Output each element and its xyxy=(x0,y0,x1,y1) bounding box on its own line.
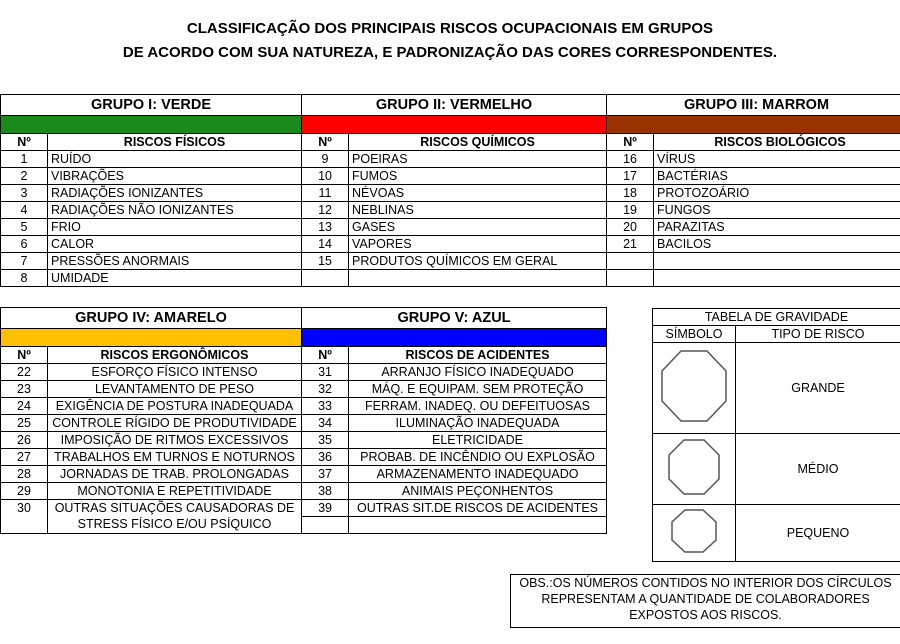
gravity-type-medium: MÉDIO xyxy=(736,434,900,505)
risk-number: 6 xyxy=(1,236,48,253)
group-1-risk-header: RISCOS FÍSICOS xyxy=(48,134,302,151)
risk-number xyxy=(607,253,654,270)
group-5-color-bar xyxy=(302,329,607,347)
risk-number: 2 xyxy=(1,168,48,185)
group-5-number-header: Nº xyxy=(302,347,349,364)
risk-number: 4 xyxy=(1,202,48,219)
risk-name: TRABALHOS EM TURNOS E NOTURNOS xyxy=(48,449,302,466)
observation-line2: REPRESENTAM A QUANTIDADE DE COLABORADORES xyxy=(541,592,870,606)
table-row xyxy=(1,517,607,534)
risk-number xyxy=(302,270,349,287)
risk-name: RADIAÇÕES NÃO IONIZANTES xyxy=(48,202,302,219)
risk-number: 17 xyxy=(607,168,654,185)
observation-line1: OBS.:OS NÚMEROS CONTIDOS NO INTERIOR DOS CÍRCULOS xyxy=(519,576,892,590)
risk-number: 16 xyxy=(607,151,654,168)
risk-name: PROBAB. DE INCÊNDIO OU EXPLOSÃO xyxy=(349,449,607,466)
risk-number: 11 xyxy=(302,185,349,202)
risk-number xyxy=(1,517,48,534)
gravity-table xyxy=(652,308,900,562)
risk-number: 7 xyxy=(1,253,48,270)
group-1-number-header: Nº xyxy=(1,134,48,151)
gravity-symbol-large xyxy=(653,343,736,434)
risk-name: FRIO xyxy=(48,219,302,236)
risk-number: 27 xyxy=(1,449,48,466)
risk-number: 26 xyxy=(1,432,48,449)
risk-name xyxy=(349,517,607,534)
group-5-label: GRUPO V: AZUL xyxy=(302,308,607,329)
risk-number: 39 xyxy=(302,500,349,517)
risk-number: 14 xyxy=(302,236,349,253)
risk-number: 29 xyxy=(1,483,48,500)
table-row xyxy=(1,483,607,500)
risk-number: 3 xyxy=(1,185,48,202)
risk-name xyxy=(654,270,900,287)
risk-name: PROTOZOÁRIO xyxy=(654,185,900,202)
risk-name: ELETRICIDADE xyxy=(349,432,607,449)
risk-name: VAPORES xyxy=(349,236,607,253)
risk-name: CALOR xyxy=(48,236,302,253)
risk-name: GASES xyxy=(349,219,607,236)
gravity-symbol-medium xyxy=(653,434,736,505)
group-3-risk-header: RISCOS BIOLÓGICOS xyxy=(654,134,900,151)
risk-name: EXIGÊNCIA DE POSTURA INADEQUADA xyxy=(48,398,302,415)
risk-name: PARAZITAS xyxy=(654,219,900,236)
gravity-title: TABELA DE GRAVIDADE xyxy=(653,309,900,326)
risk-name: FUMOS xyxy=(349,168,607,185)
group-2-label: GRUPO II: VERMELHO xyxy=(302,95,607,116)
table-row xyxy=(1,398,607,415)
risk-number: 15 xyxy=(302,253,349,270)
risk-name: MONOTONIA E REPETITIVIDADE xyxy=(48,483,302,500)
group-2-color-bar xyxy=(302,116,607,134)
risk-name: BACTÉRIAS xyxy=(654,168,900,185)
risk-name: NEBLINAS xyxy=(349,202,607,219)
risk-name: NÉVOAS xyxy=(349,185,607,202)
risk-name: POEIRAS xyxy=(349,151,607,168)
risk-number xyxy=(302,517,349,534)
table-row xyxy=(1,270,900,287)
risk-name: BACILOS xyxy=(654,236,900,253)
group-4-label: GRUPO IV: AMARELO xyxy=(1,308,302,329)
table-row xyxy=(1,466,607,483)
risk-number: 21 xyxy=(607,236,654,253)
table-row xyxy=(1,151,900,168)
risk-name: IMPOSIÇÃO DE RITMOS EXCESSIVOS xyxy=(48,432,302,449)
observation-note xyxy=(510,574,900,628)
risk-number: 31 xyxy=(302,364,349,381)
group-4-number-header: Nº xyxy=(1,347,48,364)
gravity-symbol-header: SÍMBOLO xyxy=(653,326,736,343)
risk-number: 25 xyxy=(1,415,48,432)
risk-name: FUNGOS xyxy=(654,202,900,219)
risk-name: PRODUTOS QUÍMICOS EM GERAL xyxy=(349,253,607,270)
table-row xyxy=(1,432,607,449)
table-row xyxy=(1,236,900,253)
risk-number: 20 xyxy=(607,219,654,236)
risk-number: 12 xyxy=(302,202,349,219)
risk-name: ESFORÇO FÍSICO INTENSO xyxy=(48,364,302,381)
table-row xyxy=(1,168,900,185)
risk-name: ARMAZENAMENTO INADEQUADO xyxy=(349,466,607,483)
risk-name: RADIAÇÕES IONIZANTES xyxy=(48,185,302,202)
page-title-line2: DE ACORDO COM SUA NATUREZA, E PADRONIZAÇÃO DAS CORES CORRESPONDENTES. xyxy=(122,44,778,61)
risk-name: ARRANJO FÍSICO INADEQUADO xyxy=(349,364,607,381)
risk-number: 28 xyxy=(1,466,48,483)
group-3-label: GRUPO III: MARROM xyxy=(607,95,900,116)
group-4-color-bar xyxy=(1,329,302,347)
group-2-number-header: Nº xyxy=(302,134,349,151)
risk-number: 1 xyxy=(1,151,48,168)
risk-name: VÍRUS xyxy=(654,151,900,168)
risk-number: 37 xyxy=(302,466,349,483)
risk-name: CONTROLE RÍGIDO DE PRODUTIVIDADE xyxy=(48,415,302,432)
risk-number: 9 xyxy=(302,151,349,168)
risk-number: 13 xyxy=(302,219,349,236)
risk-number: 22 xyxy=(1,364,48,381)
risk-name: VIBRAÇÕES xyxy=(48,168,302,185)
risk-number: 32 xyxy=(302,381,349,398)
risk-number: 5 xyxy=(1,219,48,236)
page-title-line1: CLASSIFICAÇÃO DOS PRINCIPAIS RISCOS OCUPACIONAIS EM GRUPOS xyxy=(186,20,714,37)
risk-number: 35 xyxy=(302,432,349,449)
risk-number: 33 xyxy=(302,398,349,415)
table-row xyxy=(1,415,607,432)
observation-line3: EXPOSTOS AOS RISCOS. xyxy=(629,608,782,622)
risk-name: STRESS FÍSICO E/OU PSÍQUICO xyxy=(48,517,302,534)
table-row xyxy=(1,449,607,466)
risk-number: 10 xyxy=(302,168,349,185)
bottom-risk-table xyxy=(0,307,607,534)
table-row xyxy=(1,500,607,517)
risk-number: 38 xyxy=(302,483,349,500)
gravity-type-small: PEQUENO xyxy=(736,505,900,562)
group-1-label: GRUPO I: VERDE xyxy=(1,95,302,116)
risk-name xyxy=(349,270,607,287)
risk-number: 23 xyxy=(1,381,48,398)
risk-number: 36 xyxy=(302,449,349,466)
risk-name: UMIDADE xyxy=(48,270,302,287)
risk-number xyxy=(607,270,654,287)
risk-name: MÁQ. E EQUIPAM. SEM PROTEÇÃO xyxy=(349,381,607,398)
gravity-type-header: TIPO DE RISCO xyxy=(736,326,900,343)
risk-number: 19 xyxy=(607,202,654,219)
group-5-risk-header: RISCOS DE ACIDENTES xyxy=(349,347,607,364)
risk-name: ANIMAIS PEÇONHENTOS xyxy=(349,483,607,500)
table-row xyxy=(1,253,900,270)
risk-name xyxy=(654,253,900,270)
table-row xyxy=(1,364,607,381)
octagon-small-icon xyxy=(654,505,734,557)
group-1-color-bar xyxy=(1,116,302,134)
risk-number: 30 xyxy=(1,500,48,517)
group-3-number-header: Nº xyxy=(607,134,654,151)
risk-number: 34 xyxy=(302,415,349,432)
gravity-type-large: GRANDE xyxy=(736,343,900,434)
risk-name: FERRAM. INADEQ. OU DEFEITUOSAS xyxy=(349,398,607,415)
risk-number: 8 xyxy=(1,270,48,287)
group-2-risk-header: RISCOS QUÍMICOS xyxy=(349,134,607,151)
group-3-color-bar xyxy=(607,116,900,134)
risk-number: 18 xyxy=(607,185,654,202)
gravity-symbol-small xyxy=(653,505,736,562)
table-row xyxy=(1,219,900,236)
table-row xyxy=(1,381,607,398)
risk-name: LEVANTAMENTO DE PESO xyxy=(48,381,302,398)
table-row xyxy=(1,202,900,219)
risk-name: RUÍDO xyxy=(48,151,302,168)
risk-name: ILUMINAÇÃO INADEQUADA xyxy=(349,415,607,432)
octagon-large-icon xyxy=(654,343,734,429)
risk-name: OUTRAS SITUAÇÕES CAUSADORAS DE xyxy=(48,500,302,517)
top-risk-table xyxy=(0,94,900,287)
table-row xyxy=(1,185,900,202)
risk-name: OUTRAS SIT.DE RISCOS DE ACIDENTES xyxy=(349,500,607,517)
risk-name: JORNADAS DE TRAB. PROLONGADAS xyxy=(48,466,302,483)
risk-number: 24 xyxy=(1,398,48,415)
octagon-medium-icon xyxy=(654,434,734,500)
group-4-risk-header: RISCOS ERGONÔMICOS xyxy=(48,347,302,364)
risk-name: PRESSÕES ANORMAIS xyxy=(48,253,302,270)
